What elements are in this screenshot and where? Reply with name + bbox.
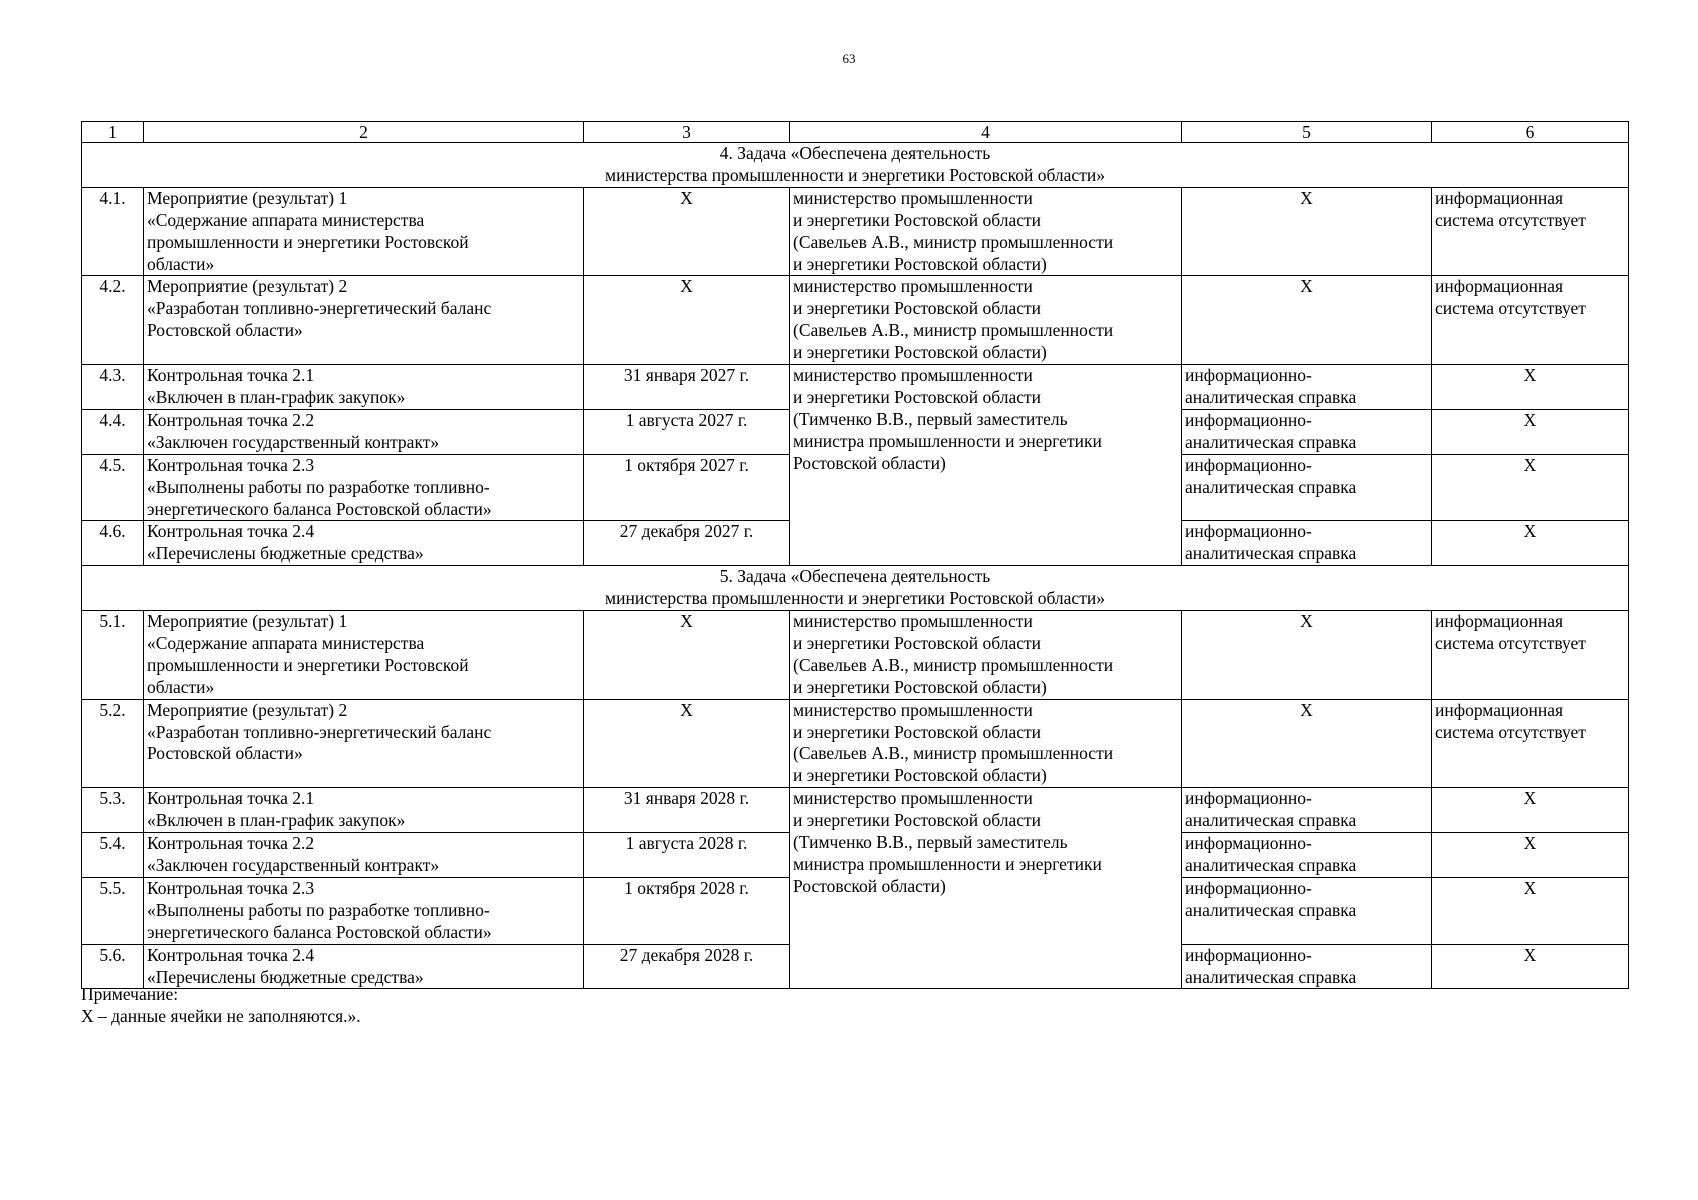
measure-name: [144, 187, 584, 276]
document-type-line: X: [1300, 187, 1313, 208]
document-type-line: аналитическая справка: [1185, 431, 1357, 452]
measure-name-line: Мероприятие (результат) 1: [147, 187, 348, 208]
note-text: X – данные ячейки не заполняются.».: [81, 1005, 361, 1026]
page-number: 63: [842, 51, 856, 66]
deadline: X: [584, 611, 790, 700]
row-number: 5.2.: [82, 699, 144, 788]
deadline: X: [584, 187, 790, 276]
document-type: [1182, 833, 1432, 878]
column-number: 4: [790, 122, 1182, 143]
responsible: [790, 187, 1182, 276]
measure-name-line: «Содержание аппарата министерства: [147, 209, 425, 230]
document-type: [1182, 788, 1432, 833]
measure-row: [82, 699, 1629, 788]
task-row: [82, 143, 1629, 188]
document-type-line: аналитическая справка: [1185, 966, 1357, 987]
column-number: 6: [1432, 122, 1629, 143]
measure-row: [82, 611, 1629, 700]
responsible-line: министерство промышленности: [793, 611, 1033, 632]
plan-table-body: [82, 122, 1629, 989]
row-number: 4.6.: [82, 521, 144, 566]
responsible-line: министерство промышленности: [793, 276, 1033, 297]
task-title: [82, 566, 1629, 611]
deadline: 31 января 2028 г.: [584, 788, 790, 833]
responsible-line: и энергетики Ростовской области: [793, 298, 1042, 319]
document-type: [1182, 699, 1432, 788]
column-number-row: [82, 122, 1629, 143]
checkpoint-name: [144, 454, 584, 521]
responsible-line: и энергетики Ростовской области: [793, 632, 1042, 653]
responsible-line: и энергетики Ростовской области: [793, 386, 1042, 407]
task-row: [82, 566, 1629, 611]
document-type: [1182, 276, 1432, 365]
column-number: 2: [144, 122, 584, 143]
checkpoint-name: [144, 788, 584, 833]
checkpoint-row: [82, 365, 1629, 410]
responsible-line: и энергетики Ростовской области): [793, 253, 1047, 274]
checkpoint-name-line: Контрольная точка 2.2: [147, 409, 315, 430]
document-type-line: X: [1300, 611, 1313, 632]
responsible-line: и энергетики Ростовской области: [793, 209, 1042, 230]
responsible-line: (Савельев А.В., министр промышленности: [793, 231, 1114, 252]
responsible-line: (Тимченко В.В., первый заместитель: [793, 832, 1068, 853]
document-type: [1182, 944, 1432, 989]
responsible-line: министра промышленности и энергетики: [793, 430, 1102, 451]
document-type-line: X: [1300, 276, 1313, 297]
deadline: 1 августа 2028 г.: [584, 833, 790, 878]
document-type-line: аналитическая справка: [1185, 810, 1357, 831]
measure-name-line: промышленности и энергетики Ростовской: [147, 231, 469, 252]
measure-name-line: Ростовской области»: [147, 320, 303, 341]
responsible-line: Ростовской области): [793, 452, 946, 473]
document-type-line: X: [1300, 699, 1313, 720]
document-type: [1182, 187, 1432, 276]
checkpoint-name-line: «Выполнены работы по разработке топливно-: [147, 899, 490, 920]
document-type-line: информационно-: [1185, 833, 1312, 854]
responsible-line: и энергетики Ростовской области): [793, 765, 1047, 786]
row-number: 4.2.: [82, 276, 144, 365]
checkpoint-name: [144, 521, 584, 566]
checkpoint-name: [144, 365, 584, 410]
document-type-line: информационно-: [1185, 944, 1312, 965]
column-number: 5: [1182, 122, 1432, 143]
information-system-line: система отсутствует: [1435, 632, 1586, 653]
responsible-line: министерство промышленности: [793, 365, 1033, 386]
information-system-line: информационная: [1435, 611, 1564, 632]
deadline: 27 декабря 2028 г.: [584, 944, 790, 989]
information-system: X: [1432, 365, 1629, 410]
responsible-line: (Савельев А.В., министр промышленности: [793, 743, 1114, 764]
measure-name-line: промышленности и энергетики Ростовской: [147, 654, 469, 675]
plan-table: [81, 121, 1629, 989]
information-system: X: [1432, 877, 1629, 944]
checkpoint-name-line: «Включен в план-график закупок»: [147, 386, 406, 407]
row-number: 5.5.: [82, 877, 144, 944]
measure-name-line: Мероприятие (результат) 2: [147, 276, 348, 297]
checkpoint-name-line: «Перечислены бюджетные средства»: [147, 543, 424, 564]
responsible-line: и энергетики Ростовской области): [793, 676, 1047, 697]
document-type: [1182, 365, 1432, 410]
measure-name-line: области»: [147, 253, 215, 274]
measure-row: [82, 276, 1629, 365]
deadline: 27 декабря 2027 г.: [584, 521, 790, 566]
responsible-line: министра промышленности и энергетики: [793, 854, 1102, 874]
document-type: [1182, 521, 1432, 566]
checkpoint-name-line: «Заключен государственный контракт»: [147, 431, 440, 452]
information-system-line: система отсутствует: [1435, 209, 1586, 230]
information-system-line: информационная: [1435, 699, 1564, 720]
deadline: X: [584, 276, 790, 365]
deadline: 1 октября 2027 г.: [584, 454, 790, 521]
information-system: [1432, 187, 1629, 276]
information-system: [1432, 276, 1629, 365]
responsible-line: (Савельев А.В., министр промышленности: [793, 320, 1114, 341]
checkpoint-row: [82, 788, 1629, 833]
row-number: 5.4.: [82, 833, 144, 878]
information-system-line: информационная: [1435, 276, 1564, 297]
checkpoint-name-line: Контрольная точка 2.2: [147, 833, 315, 854]
document-type-line: информационно-: [1185, 365, 1312, 386]
measure-name-line: Ростовской области»: [147, 743, 303, 764]
measure-name-line: «Разработан топливно-энергетический баланс: [147, 298, 492, 319]
document-type-line: информационно-: [1185, 788, 1312, 809]
checkpoints-responsible: [790, 788, 1182, 989]
information-system: X: [1432, 521, 1629, 566]
row-number: 4.4.: [82, 409, 144, 454]
document-type-line: информационно-: [1185, 877, 1312, 898]
checkpoint-name-line: «Включен в план-график закупок»: [147, 810, 406, 831]
checkpoint-name-line: Контрольная точка 2.3: [147, 877, 315, 898]
measure-name-line: «Содержание аппарата министерства: [147, 632, 425, 653]
responsible-line: Ростовской области): [793, 875, 946, 896]
document-type: [1182, 409, 1432, 454]
document-type-line: информационно-: [1185, 521, 1312, 542]
column-number: 3: [584, 122, 790, 143]
row-number: 5.6.: [82, 944, 144, 989]
responsible-line: министерство промышленности: [793, 788, 1033, 809]
checkpoint-name-line: Контрольная точка 2.4: [147, 521, 315, 542]
checkpoint-name-line: Контрольная точка 2.1: [147, 365, 315, 386]
document-type: [1182, 877, 1432, 944]
task-title-line: 5. Задача «Обеспечена деятельность: [719, 566, 991, 587]
information-system: [1432, 611, 1629, 700]
information-system-line: система отсутствует: [1435, 721, 1586, 742]
checkpoint-name-line: «Перечислены бюджетные средства»: [147, 966, 424, 987]
information-system: X: [1432, 788, 1629, 833]
checkpoint-name-line: энергетического баланса Ростовской области»: [147, 498, 492, 519]
measure-name-line: области»: [147, 676, 215, 697]
document-type-line: аналитическая справка: [1185, 476, 1357, 497]
task-title: [82, 143, 1629, 188]
responsible: [790, 699, 1182, 788]
deadline: 1 октября 2028 г.: [584, 877, 790, 944]
row-number: 4.1.: [82, 187, 144, 276]
document-type-line: информационно-: [1185, 409, 1312, 430]
note-title: Примечание:: [81, 984, 179, 1004]
document-type-line: аналитическая справка: [1185, 543, 1357, 564]
checkpoint-name: [144, 944, 584, 989]
measure-row: [82, 187, 1629, 276]
row-number: 4.5.: [82, 454, 144, 521]
deadline: X: [584, 699, 790, 788]
checkpoint-name: [144, 409, 584, 454]
responsible: [790, 611, 1182, 700]
document-type-line: аналитическая справка: [1185, 899, 1357, 920]
responsible-line: министерство промышленности: [793, 699, 1033, 720]
measure-name-line: «Разработан топливно-энергетический баланс: [147, 721, 492, 742]
document-type: [1182, 611, 1432, 700]
information-system: X: [1432, 454, 1629, 521]
measure-name: [144, 611, 584, 700]
task-title-line: министерства промышленности и энергетики Ростовской области»: [605, 588, 1105, 609]
row-number: 4.3.: [82, 365, 144, 410]
document-type-line: аналитическая справка: [1185, 855, 1357, 875]
checkpoint-name-line: Контрольная точка 2.3: [147, 454, 315, 475]
checkpoints-responsible: [790, 365, 1182, 566]
responsible-line: и энергетики Ростовской области: [793, 810, 1042, 831]
responsible-line: и энергетики Ростовской области: [793, 721, 1042, 742]
note: [81, 984, 361, 1027]
checkpoint-name-line: «Выполнены работы по разработке топливно-: [147, 476, 490, 497]
deadline: 31 января 2027 г.: [584, 365, 790, 410]
responsible-line: и энергетики Ростовской области): [793, 342, 1047, 363]
information-system: X: [1432, 833, 1629, 878]
information-system-line: система отсутствует: [1435, 298, 1586, 319]
column-number: 1: [82, 122, 144, 143]
measure-name: [144, 276, 584, 365]
information-system: X: [1432, 944, 1629, 989]
information-system: [1432, 699, 1629, 788]
information-system: X: [1432, 409, 1629, 454]
measure-name-line: Мероприятие (результат) 1: [147, 611, 348, 632]
responsible-line: (Тимченко В.В., первый заместитель: [793, 408, 1068, 429]
responsible-line: (Савельев А.В., министр промышленности: [793, 654, 1114, 675]
information-system-line: информационная: [1435, 187, 1564, 208]
document-type-line: информационно-: [1185, 454, 1312, 475]
checkpoint-name-line: Контрольная точка 2.4: [147, 944, 315, 965]
task-title-line: 4. Задача «Обеспечена деятельность: [719, 143, 991, 163]
responsible: [790, 276, 1182, 365]
checkpoint-name: [144, 833, 584, 878]
checkpoint-name-line: Контрольная точка 2.1: [147, 788, 315, 809]
responsible-line: министерство промышленности: [793, 187, 1033, 208]
checkpoint-name-line: «Заключен государственный контракт»: [147, 855, 440, 875]
checkpoint-name-line: энергетического баланса Ростовской области»: [147, 921, 492, 942]
document-type: [1182, 454, 1432, 521]
row-number: 5.1.: [82, 611, 144, 700]
document-type-line: аналитическая справка: [1185, 386, 1357, 407]
checkpoint-name: [144, 877, 584, 944]
task-title-line: министерства промышленности и энергетики Ростовской области»: [605, 164, 1105, 185]
measure-name: [144, 699, 584, 788]
deadline: 1 августа 2027 г.: [584, 409, 790, 454]
row-number: 5.3.: [82, 788, 144, 833]
measure-name-line: Мероприятие (результат) 2: [147, 699, 348, 720]
